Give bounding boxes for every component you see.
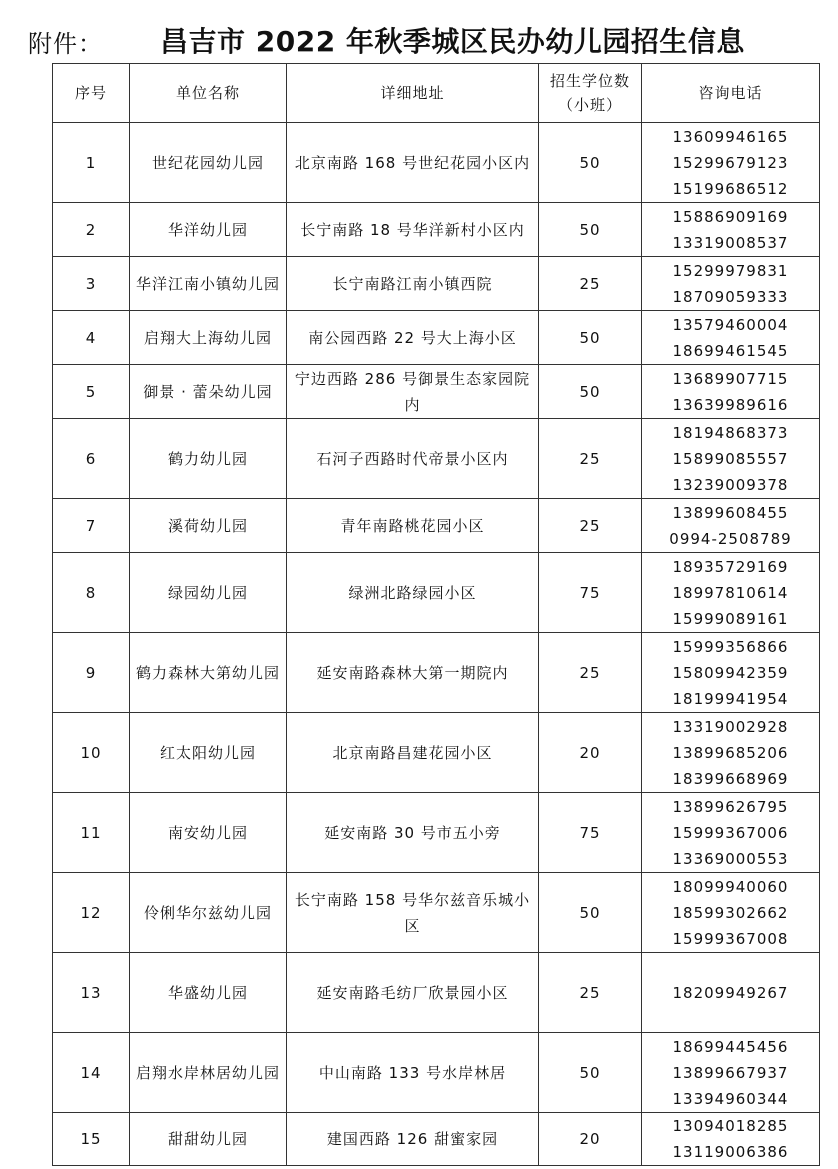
cell-name: 红太阳幼儿园	[130, 713, 287, 793]
attachment-label: 附件：	[28, 30, 103, 58]
enrollment-table	[52, 63, 820, 1166]
phone-number: 15886909169	[672, 207, 789, 226]
cell-no: 8	[53, 553, 130, 633]
cell-address: 延安南路森林大第一期院内	[287, 633, 539, 713]
cell-no: 7	[53, 499, 130, 553]
table-row	[53, 1113, 820, 1166]
cell-no: 9	[53, 633, 130, 713]
cell-name: 启翔水岸林居幼儿园	[130, 1033, 287, 1113]
page-title: 昌吉市 2022 年秋季城区民办幼儿园招生信息	[160, 25, 745, 58]
cell-phones	[642, 713, 820, 793]
phone-number: 18599302662	[672, 903, 789, 922]
column-header-name: 单位名称	[130, 64, 287, 123]
phone-number: 13119006386	[672, 1143, 789, 1161]
cell-address: 长宁南路 18 号华洋新村小区内	[287, 203, 539, 257]
phone-number: 15999356866	[672, 637, 789, 656]
phone-number: 15999089161	[672, 609, 789, 628]
cell-no: 13	[53, 953, 130, 1033]
cell-phones	[642, 1033, 820, 1113]
table-row	[53, 203, 820, 257]
cell-name: 华洋江南小镇幼儿园	[130, 257, 287, 311]
table-row	[53, 793, 820, 873]
cell-seats: 50	[539, 123, 642, 203]
cell-no: 11	[53, 793, 130, 873]
phone-number: 13689907715	[672, 369, 789, 388]
cell-name: 启翔大上海幼儿园	[130, 311, 287, 365]
cell-no: 10	[53, 713, 130, 793]
phone-number: 13369000553	[672, 849, 789, 868]
cell-name: 世纪花园幼儿园	[130, 123, 287, 203]
cell-seats: 50	[539, 365, 642, 419]
cell-phones	[642, 123, 820, 203]
cell-seats: 25	[539, 419, 642, 499]
phone-number: 18399668969	[672, 769, 789, 788]
table-body	[53, 123, 820, 1166]
cell-seats: 75	[539, 553, 642, 633]
table-row	[53, 257, 820, 311]
phone-number: 15299679123	[672, 153, 789, 172]
table-row	[53, 953, 820, 1033]
cell-phones	[642, 419, 820, 499]
cell-address: 宁边西路 286 号御景生态家园院内	[287, 365, 539, 419]
phone-number: 18699445456	[672, 1037, 789, 1056]
cell-phones	[642, 873, 820, 953]
phone-number: 18194868373	[672, 423, 789, 442]
cell-phones	[642, 203, 820, 257]
cell-no: 14	[53, 1033, 130, 1113]
phone-number: 13579460004	[672, 315, 789, 334]
cell-no: 12	[53, 873, 130, 953]
cell-address: 青年南路桃花园小区	[287, 499, 539, 553]
column-header-address: 详细地址	[287, 64, 539, 123]
cell-name: 伶俐华尔兹幼儿园	[130, 873, 287, 953]
cell-address: 中山南路 133 号水岸林居	[287, 1033, 539, 1113]
phone-number: 18709059333	[672, 287, 789, 306]
cell-phones	[642, 793, 820, 873]
phone-number: 13899685206	[672, 743, 789, 762]
cell-address: 石河子西路时代帝景小区内	[287, 419, 539, 499]
table-header-row	[53, 64, 820, 123]
cell-no: 15	[53, 1113, 130, 1166]
cell-name: 鹤力幼儿园	[130, 419, 287, 499]
cell-phones	[642, 553, 820, 633]
cell-address: 长宁南路江南小镇西院	[287, 257, 539, 311]
phone-number: 13319008537	[672, 233, 789, 252]
cell-seats: 20	[539, 713, 642, 793]
cell-phones	[642, 633, 820, 713]
cell-name: 鹤力森林大第幼儿园	[130, 633, 287, 713]
phone-number: 13319002928	[672, 717, 789, 736]
cell-phones	[642, 311, 820, 365]
phone-number: 13094018285	[672, 1117, 789, 1135]
phone-number: 15899085557	[672, 449, 789, 468]
table-row	[53, 123, 820, 203]
phone-number: 13609946165	[672, 127, 789, 146]
cell-no: 1	[53, 123, 130, 203]
phone-number: 18209949267	[672, 983, 789, 1002]
phone-number: 13239009378	[672, 475, 789, 494]
phone-number: 15999367006	[672, 823, 789, 842]
phone-number: 15999367008	[672, 929, 789, 948]
cell-address: 北京南路 168 号世纪花园小区内	[287, 123, 539, 203]
cell-seats: 50	[539, 1033, 642, 1113]
table-row	[53, 553, 820, 633]
table-row	[53, 499, 820, 553]
cell-seats: 25	[539, 953, 642, 1033]
cell-seats: 25	[539, 257, 642, 311]
phone-number: 15809942359	[672, 663, 789, 682]
cell-address: 北京南路昌建花园小区	[287, 713, 539, 793]
cell-seats: 50	[539, 203, 642, 257]
cell-name: 御景 · 蕾朵幼儿园	[130, 365, 287, 419]
cell-phones	[642, 1113, 820, 1166]
phone-number: 18099940060	[672, 877, 789, 896]
table-row	[53, 633, 820, 713]
phone-number: 18699461545	[672, 341, 789, 360]
cell-phones	[642, 499, 820, 553]
phone-number: 13394960344	[672, 1089, 789, 1108]
column-header-seats: 招生学位数（小班）	[539, 64, 642, 123]
phone-number: 18199941954	[672, 689, 789, 708]
cell-name: 南安幼儿园	[130, 793, 287, 873]
cell-phones	[642, 365, 820, 419]
cell-seats: 25	[539, 499, 642, 553]
table-row	[53, 713, 820, 793]
cell-phones	[642, 257, 820, 311]
cell-no: 6	[53, 419, 130, 499]
cell-address: 长宁南路 158 号华尔兹音乐城小区	[287, 873, 539, 953]
cell-address: 南公园西路 22 号大上海小区	[287, 311, 539, 365]
cell-no: 4	[53, 311, 130, 365]
cell-address: 绿洲北路绿园小区	[287, 553, 539, 633]
column-header-no: 序号	[53, 64, 130, 123]
phone-number: 18997810614	[672, 583, 789, 602]
table-row	[53, 365, 820, 419]
cell-name: 华洋幼儿园	[130, 203, 287, 257]
phone-number: 0994-2508789	[669, 529, 792, 548]
phone-number: 13899626795	[672, 797, 789, 816]
phone-number: 15299979831	[672, 261, 789, 280]
cell-no: 5	[53, 365, 130, 419]
phone-number: 15199686512	[672, 179, 789, 198]
phone-number: 18935729169	[672, 557, 789, 576]
cell-seats: 50	[539, 873, 642, 953]
cell-phones	[642, 953, 820, 1033]
table-row	[53, 873, 820, 953]
phone-number: 13639989616	[672, 395, 789, 414]
cell-seats: 20	[539, 1113, 642, 1166]
cell-seats: 25	[539, 633, 642, 713]
cell-address: 建国西路 126 甜蜜家园	[287, 1113, 539, 1166]
cell-name: 华盛幼儿园	[130, 953, 287, 1033]
column-header-phone: 咨询电话	[642, 64, 820, 123]
table-row	[53, 311, 820, 365]
phone-number: 13899608455	[672, 503, 789, 522]
phone-number: 13899667937	[672, 1063, 789, 1082]
cell-name: 甜甜幼儿园	[130, 1113, 287, 1166]
cell-no: 3	[53, 257, 130, 311]
cell-name: 溪荷幼儿园	[130, 499, 287, 553]
cell-address: 延安南路 30 号市五小旁	[287, 793, 539, 873]
cell-no: 2	[53, 203, 130, 257]
cell-name: 绿园幼儿园	[130, 553, 287, 633]
cell-seats: 75	[539, 793, 642, 873]
table-row	[53, 419, 820, 499]
cell-address: 延安南路毛纺厂欣景园小区	[287, 953, 539, 1033]
cell-seats: 50	[539, 311, 642, 365]
table-row	[53, 1033, 820, 1113]
